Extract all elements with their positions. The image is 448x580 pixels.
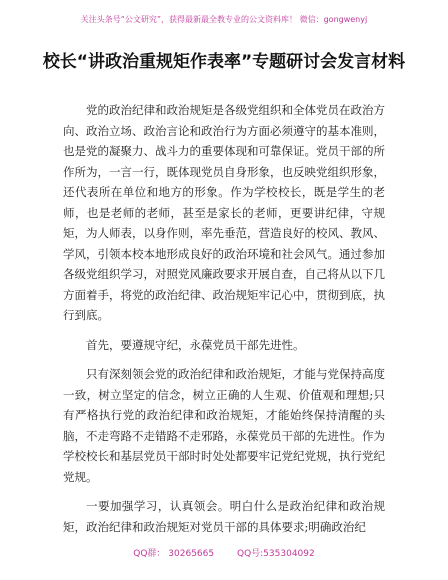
paragraph: 党的政治纪律和政治规矩是各级党组织和全体党员在政治方向、政治立场、政治言论和政治行为方面必须遵守的基本准则，也是党的凝聚力、战斗力的重要体现和可靠保证。党员干部的所作所为，一言一行，既体现党员自身形象，也反映党组织形象，还代表所在单位和地方的形象。作为学校校长，既是学生的老师，也是老师的老师，甚至是家长的老师，更要讲纪律，守规矩，为人师表，以身作则，率先垂范，营造良好的校风、教风、学风，引领本校本地形成良好的政治环境和社会风气。通过参加各级党组织学习，对照党风廉政要求开展自查，自己将从以下几方面着手，将党的政治纪律、政治规矩牢记心中，贯彻到底，执行到底。 [63, 103, 385, 322]
qq-number: QQ号:535304092 [236, 549, 315, 559]
paragraph: 首先，要遵规守纪，永葆党员干部先进性。 [86, 337, 305, 352]
paragraph: 一要加强学习，认真领会。明白什么是政治纪律和政治规矩，政治纪律和政治规矩对党员干部的具体要求;明确政治纪 [63, 499, 385, 534]
paragraph: 只有深刻领会党的政治纪律和政治规矩，才能与党保持高度一致，树立坚定的信念，树立正确的人生观、价值观和理想;只有严格执行党的政治纪律和政治规矩，才能始终保持清醒的头脑，不走弯路不走错路不走邪路，永葆党员干部的先进性。作为学校校长和基层党员干部时时处处都要牢记党纪党规，执行党纪党规。 [63, 367, 385, 484]
top-banner: 关注头条号“公文研究”，获得最新最全教专业的公文资料库！ 微信：gongwenyj [80, 15, 368, 24]
document-title: 校长“讲政治重规矩作表率”专题研讨会发言材料 [42, 52, 406, 72]
qq-group: QQ群： 30265665 [133, 549, 215, 559]
document-body [63, 100, 385, 537]
footer-contact [0, 546, 448, 559]
